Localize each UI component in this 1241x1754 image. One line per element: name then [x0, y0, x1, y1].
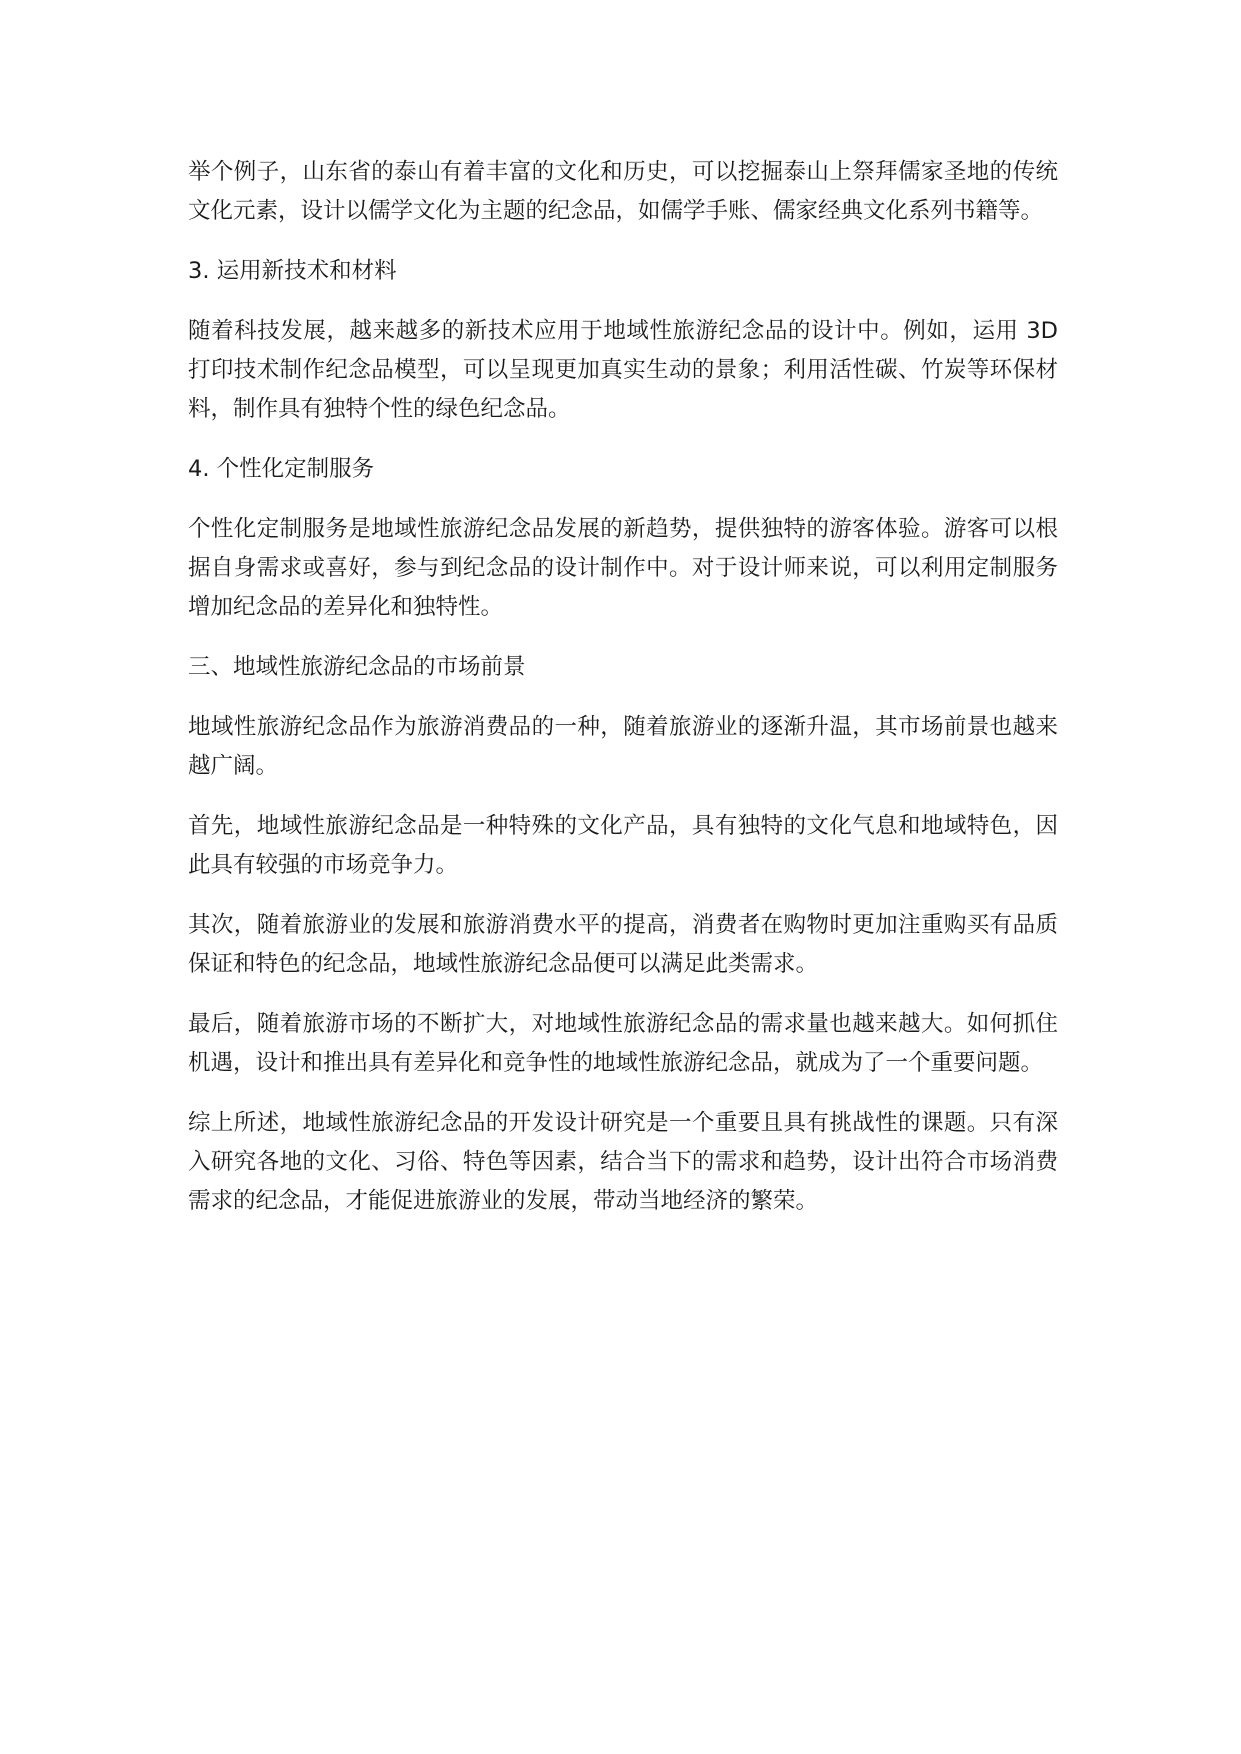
- section-heading-custom-service: 4. 个性化定制服务: [188, 456, 375, 482]
- paragraph-conclusion: 综上所述，地域性旅游纪念品的开发设计研究是一个重要且具有挑战性的课题。只有深入研究各地的文化、习俗、特色等因素，结合当下的需求和趋势，设计出符合市场消费需求的纪念品，才能促进旅游业的发展，带动当地经济的繁荣。: [188, 1110, 1058, 1214]
- paragraph-market-first: 首先，地域性旅游纪念品是一种特殊的文化产品，具有独特的文化气息和地域特色，因此具有较强的市场竞争力。: [188, 813, 1058, 878]
- paragraph-taishan-example: 举个例子，山东省的泰山有着丰富的文化和历史，可以挖掘泰山上祭拜儒家圣地的传统文化元素，设计以儒学文化为主题的纪念品，如儒学手账、儒家经典文化系列书籍等。: [188, 159, 1058, 224]
- section-heading-new-tech: 3. 运用新技术和材料: [188, 258, 397, 284]
- paragraph-market-second: 其次，随着旅游业的发展和旅游消费水平的提高，消费者在购物时更加注重购买有品质保证和特色的纪念品，地域性旅游纪念品便可以满足此类需求。: [188, 912, 1058, 977]
- paragraph-market-intro: 地域性旅游纪念品作为旅游消费品的一种，随着旅游业的逐渐升温，其市场前景也越来越广阔。: [188, 714, 1058, 779]
- paragraph-market-last: 最后，随着旅游市场的不断扩大，对地域性旅游纪念品的需求量也越来越大。如何抓住机遇，设计和推出具有差异化和竞争性的地域性旅游纪念品，就成为了一个重要问题。: [188, 1011, 1058, 1076]
- paragraph-new-tech: 随着科技发展，越来越多的新技术应用于地域性旅游纪念品的设计中。例如，运用 3D 打印技术制作纪念品模型，可以呈现更加真实生动的景象；利用活性碳、竹炭等环保材料，制作具有独特个性的绿色纪念品。: [188, 318, 1058, 422]
- document-body: [188, 153, 1058, 1242]
- section-heading-market-outlook: 三、地域性旅游纪念品的市场前景: [188, 654, 526, 680]
- paragraph-custom-service: 个性化定制服务是地域性旅游纪念品发展的新趋势，提供独特的游客体验。游客可以根据自身需求或喜好，参与到纪念品的设计制作中。对于设计师来说，可以利用定制服务增加纪念品的差异化和独特性。: [188, 516, 1058, 620]
